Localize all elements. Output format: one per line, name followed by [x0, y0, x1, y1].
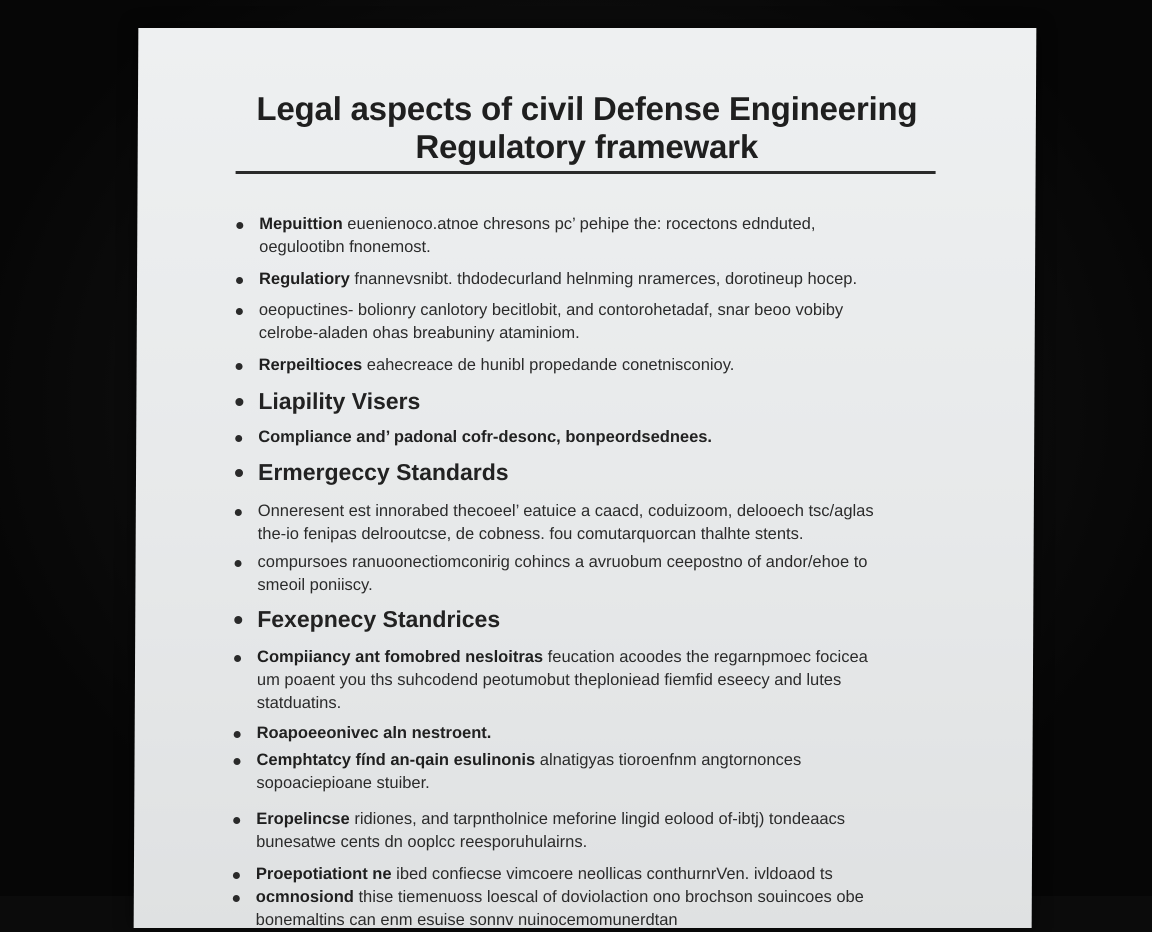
- list-item: [231, 646, 868, 715]
- list-item-line: Proepotiationt ne ibed confiecse vimcoere neollicas conthurnrVen. ivldoaod ts: [255, 865, 833, 883]
- section-heading: [232, 457, 509, 487]
- list-item: [230, 886, 864, 932]
- list-item-line: Mepuittion euenienoco.atnoe chresons pc’ pehipe the: rocectons ednduted,: [259, 215, 816, 233]
- list-item-lead: Proepotiationt ne: [255, 865, 392, 883]
- list-item-lead: Cemphtatcy fínd an-qain esulinonis: [256, 751, 536, 769]
- list-item-line: oegulootibn fnonemost.: [259, 238, 431, 256]
- list-item: [230, 863, 833, 886]
- list-item: [233, 213, 815, 259]
- list-item-line: smeoil poniiscy.: [257, 576, 373, 594]
- list-item: [231, 722, 492, 745]
- list-item-line: Ermergeccy Standards: [257, 459, 509, 485]
- list-item-lead: Rerpeiltioces: [258, 356, 363, 374]
- list-item-lead: Regulatiory: [258, 270, 350, 288]
- list-item-line: statduatins.: [256, 694, 342, 712]
- list-item-line: Cemphtatcy fínd an-qain esulinonis alnatigyas tioroenfnm angtornonces: [256, 751, 802, 769]
- list-item-line: Onneresent est innorabed thecoeel’ eatuice a caacd, coduizoom, delooech tsc/aglas: [257, 502, 874, 520]
- list-item-lead: Eropelincse: [256, 810, 350, 828]
- list-item-lead: Compiiancy ant fomobred nesloitras: [257, 648, 544, 666]
- list-item-line: the-io fenipas delrooutcse, de cobness. fou comutarquorcan thalhte stents.: [257, 525, 804, 543]
- list-item-lead: ocmnosiond: [255, 888, 354, 906]
- title-underline: [236, 171, 936, 174]
- list-item-line: Compiiancy ant fomobred nesloitras feucation acoodes the regarnpmoec focicea: [257, 648, 868, 666]
- list-item-line: bunesatwe cents dn ooplcc reesporuhulairns.: [256, 833, 588, 851]
- list-item-line: Fexepnecy Standrices: [257, 606, 501, 632]
- title-line-2: Regulatory framewark: [415, 128, 759, 165]
- list-item-line: Compliance and’ padonal cofr-desonc, bonpeordsednees.: [258, 428, 713, 446]
- document-title: [138, 90, 1036, 166]
- list-item-line: Rerpeiltioces eahecreace de hunibl propedande conetnisconioy.: [258, 356, 735, 374]
- list-item: [233, 354, 735, 377]
- list-item: [231, 551, 867, 597]
- list-item: [230, 749, 801, 795]
- list-item: [232, 426, 712, 449]
- list-item-line: bonemaltins can enm esuise sonnv nuinocemomunerdtan: [255, 911, 678, 929]
- list-item: [233, 299, 844, 345]
- list-item: [233, 268, 857, 291]
- list-item-line: Liapility Visers: [258, 388, 421, 414]
- list-item-line: oeopuctines- bolionry canlotory becitlobit, and contorohetadaf, snar beoo vobiby: [258, 301, 844, 319]
- list-item-line: Roapoeeonivec aln nestroent.: [256, 724, 492, 742]
- list-item-line: sopoaciepioane stuiber.: [256, 774, 430, 792]
- title-line-1: Legal aspects of civil Defense Engineering: [256, 90, 918, 127]
- list-item-line: um poaent you ths suhcodend peotumobut theploniead fiemfid eseecy and lutes: [256, 671, 842, 689]
- list-item-line: celrobe-aladen ohas breabuniny ataminiom.: [258, 324, 580, 342]
- list-item-lead: Mepuittion: [259, 215, 343, 233]
- list-item-line: Regulatiory fnannevsnibt. thdodecurland helnming nramerces, dorotineup hocep.: [258, 270, 858, 288]
- list-item: [232, 500, 874, 546]
- list-item: [230, 808, 845, 854]
- section-heading: [231, 604, 500, 634]
- document-page: [134, 28, 1037, 928]
- section-heading: [232, 386, 420, 416]
- list-item-line: compursoes ranuoonectiomconirig cohincs a avruobum ceepostno of andor/ehoe to: [257, 553, 868, 571]
- list-item-line: Eropelincse ridiones, and tarpntholnice meforine lingid eolood of-ibtj) tondeaacs: [256, 810, 846, 828]
- list-item-line: ocmnosiond thise tiemenuoss loescal of doviolaction ono brochson souincoes obe: [255, 888, 864, 906]
